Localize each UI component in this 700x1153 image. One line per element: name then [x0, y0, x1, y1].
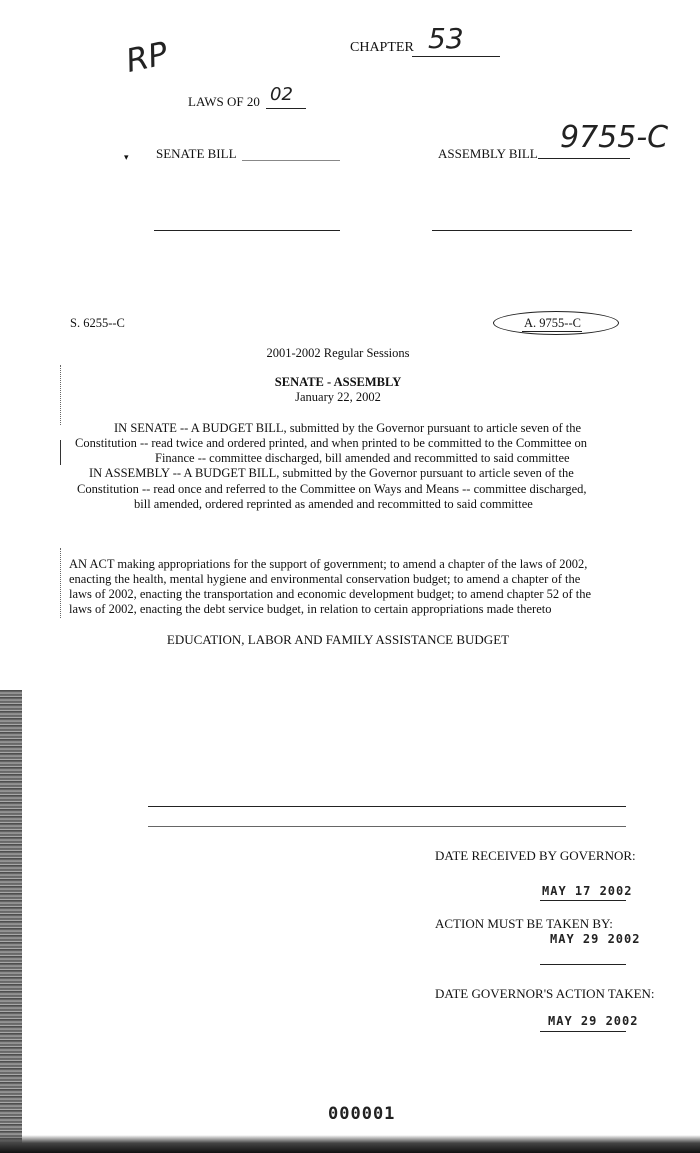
chapter-label: CHAPTER: [350, 40, 414, 55]
assembly-bill-underline: [538, 158, 630, 159]
bullet-mark: ▾: [124, 152, 129, 162]
bill-date: January 22, 2002: [295, 390, 381, 404]
senate-bill-line: [242, 160, 340, 161]
senate-para-line-1: IN SENATE -- A BUDGET BILL, submitted by the Governor pursuant to article seven of the: [114, 421, 582, 435]
senate-para-line-3: Finance -- committee discharged, bill amended and recommitted to said committee: [155, 451, 570, 465]
chamber-title: SENATE - ASSEMBLY: [274, 375, 402, 389]
taken-underline: [540, 1031, 626, 1032]
margin-mark: [60, 548, 62, 618]
act-para-line-3: laws of 2002, enacting the transportation and economic development budget; to amend chapter 52 of the: [69, 587, 592, 601]
action-date: MAY 29 2002: [550, 932, 641, 946]
senate-number: S. 6255--C: [70, 316, 125, 330]
session: 2001-2002 Regular Sessions: [266, 346, 410, 360]
page-number: 000001: [328, 1104, 396, 1124]
separator-line: [148, 806, 626, 807]
laws-underline: [266, 108, 306, 109]
laws-year: 02: [270, 84, 293, 105]
senate-bill-label: SENATE BILL: [156, 146, 237, 161]
act-para-line-2: enacting the health, mental hygiene and environmental conservation budget; to amend a chapter of the: [69, 572, 581, 586]
assembly-number: A. 9755--C: [524, 316, 581, 330]
assembly-para-line-2: Constitution -- read once and referred to the Committee on Ways and Means -- committee discharged,: [77, 482, 587, 496]
action-label: ACTION MUST BE TAKEN BY:: [435, 916, 613, 931]
handwritten-initials: RP: [122, 34, 172, 80]
taken-label: DATE GOVERNOR'S ACTION TAKEN:: [435, 986, 655, 1001]
chapter-underline: [412, 56, 500, 57]
scan-bottom-edge: [0, 1135, 700, 1153]
assembly-para-line-3: bill amended, ordered reprinted as amended and recommitted to said committee: [134, 497, 533, 511]
senate-para-line-2: Constitution -- read twice and ordered printed, and when printed to be committed to the Committee on: [75, 436, 588, 450]
action-underline: [540, 964, 626, 965]
assembly-para-line-1: IN ASSEMBLY -- A BUDGET BILL, submitted by the Governor pursuant to article seven of the: [89, 466, 574, 480]
senate-bill-line-2: [154, 230, 340, 231]
received-underline: [540, 900, 626, 901]
margin-mark: [60, 440, 62, 465]
assembly-bill-label: ASSEMBLY BILL: [438, 146, 538, 161]
laws-label: LAWS OF 20: [188, 94, 260, 109]
chapter-number: 53: [428, 22, 464, 55]
margin-mark: [60, 365, 62, 425]
received-date: MAY 17 2002: [542, 884, 633, 898]
assembly-number-underline: [522, 331, 582, 332]
assembly-bill-number: 9755-C: [560, 120, 669, 155]
scan-binding-edge: [0, 690, 22, 1153]
assembly-bill-line-2: [432, 230, 632, 231]
taken-date: MAY 29 2002: [548, 1014, 639, 1028]
act-para-line-4: laws of 2002, enacting the debt service budget, in relation to certain appropriations made thereto: [69, 602, 552, 616]
budget-title: EDUCATION, LABOR AND FAMILY ASSISTANCE BUDGET: [166, 632, 510, 647]
separator-line: [148, 826, 626, 827]
act-para-line-1: AN ACT making appropriations for the support of government; to amend a chapter of the laws of 2002,: [69, 557, 588, 571]
received-label: DATE RECEIVED BY GOVERNOR:: [435, 848, 636, 863]
